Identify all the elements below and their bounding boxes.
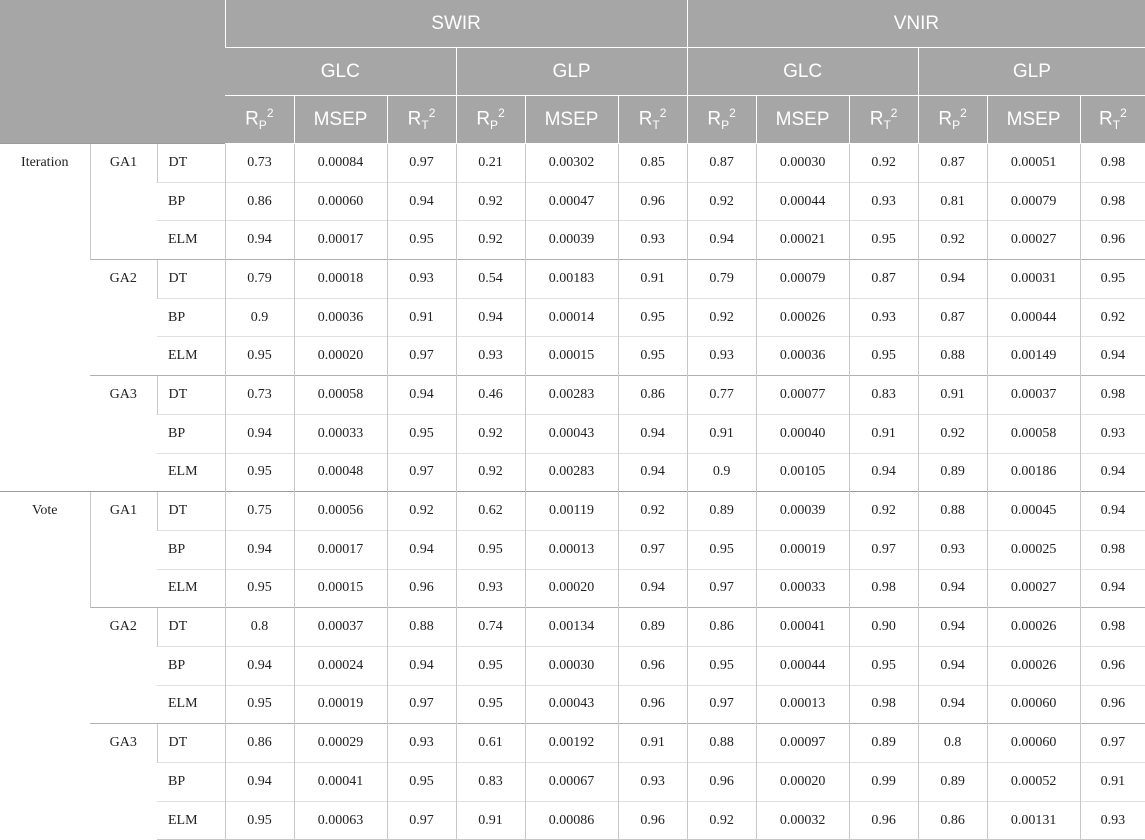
value-cell: 0.00017 [294, 221, 387, 260]
value-cell: 0.96 [618, 646, 687, 685]
value-cell: 0.94 [849, 453, 918, 492]
group-label: GA2 [90, 260, 157, 376]
value-cell: 0.93 [618, 221, 687, 260]
value-cell: 0.87 [918, 298, 987, 337]
value-cell: 0.00067 [525, 763, 618, 802]
value-cell: 0.89 [918, 763, 987, 802]
value-cell: 0.95 [387, 763, 456, 802]
value-cell: 0.00060 [294, 182, 387, 221]
value-cell: 0.95 [618, 337, 687, 376]
value-cell: 0.00024 [294, 646, 387, 685]
method-label: ELM [157, 685, 225, 724]
value-cell: 0.87 [849, 260, 918, 299]
value-cell: 0.98 [1080, 182, 1145, 221]
table-row [0, 144, 1145, 183]
value-cell: 0.95 [849, 646, 918, 685]
metric-header: $R_T^2$ [387, 96, 456, 144]
value-cell: 0.92 [849, 492, 918, 531]
table-body [0, 144, 1145, 840]
section-label: Iteration [0, 144, 90, 492]
value-cell: 0.00033 [294, 414, 387, 453]
table-row [0, 685, 1145, 724]
value-cell: 0.79 [225, 260, 294, 299]
value-cell: 0.54 [456, 260, 525, 299]
value-cell: 0.00063 [294, 801, 387, 840]
value-cell: 0.00036 [756, 337, 849, 376]
value-cell: 0.73 [225, 376, 294, 415]
value-cell: 0.00183 [525, 260, 618, 299]
value-cell: 0.00048 [294, 453, 387, 492]
value-cell: 0.86 [225, 182, 294, 221]
value-cell: 0.92 [387, 492, 456, 531]
value-cell: 0.00044 [756, 646, 849, 685]
value-cell: 0.98 [849, 569, 918, 608]
value-cell: 0.93 [918, 530, 987, 569]
value-cell: 0.93 [849, 298, 918, 337]
value-cell: 0.95 [1080, 260, 1145, 299]
value-cell: 0.74 [456, 608, 525, 647]
table-row [0, 530, 1145, 569]
value-cell: 0.00060 [987, 724, 1080, 763]
value-cell: 0.00037 [987, 376, 1080, 415]
value-cell: 0.98 [1080, 376, 1145, 415]
value-cell: 0.97 [387, 144, 456, 183]
value-cell: 0.94 [918, 646, 987, 685]
value-cell: 0.97 [387, 453, 456, 492]
value-cell: 0.93 [618, 763, 687, 802]
value-cell: 0.97 [387, 337, 456, 376]
group-label: GA1 [90, 144, 157, 260]
method-label: BP [157, 182, 225, 221]
value-cell: 0.86 [918, 801, 987, 840]
method-label: ELM [157, 337, 225, 376]
band-header-swir: SWIR [225, 0, 687, 48]
metric-header: $R_P^2$ [687, 96, 756, 144]
table-row [0, 724, 1145, 763]
value-cell: 0.95 [687, 530, 756, 569]
value-cell: 0.00077 [756, 376, 849, 415]
group-label: GA1 [90, 492, 157, 608]
value-cell: 0.89 [618, 608, 687, 647]
value-cell: 0.94 [225, 763, 294, 802]
table-row [0, 376, 1145, 415]
metric-header: $R_T^2$ [1080, 96, 1145, 144]
method-label: BP [157, 298, 225, 337]
value-cell: 0.9 [687, 453, 756, 492]
value-cell: 0.94 [918, 569, 987, 608]
value-cell: 0.85 [618, 144, 687, 183]
value-cell: 0.95 [387, 221, 456, 260]
value-cell: 0.00047 [525, 182, 618, 221]
table-row [0, 453, 1145, 492]
value-cell: 0.79 [687, 260, 756, 299]
method-label: DT [157, 376, 225, 415]
group-label: GA3 [90, 724, 157, 840]
value-cell: 0.00084 [294, 144, 387, 183]
value-cell: 0.94 [387, 646, 456, 685]
value-cell: 0.00015 [525, 337, 618, 376]
value-cell: 0.00051 [987, 144, 1080, 183]
value-cell: 0.95 [849, 337, 918, 376]
value-cell: 0.77 [687, 376, 756, 415]
value-cell: 0.00025 [987, 530, 1080, 569]
value-cell: 0.00020 [294, 337, 387, 376]
value-cell: 0.86 [225, 724, 294, 763]
method-label: DT [157, 492, 225, 531]
value-cell: 0.92 [687, 801, 756, 840]
value-cell: 0.00119 [525, 492, 618, 531]
value-cell: 0.95 [225, 569, 294, 608]
method-label: ELM [157, 453, 225, 492]
value-cell: 0.00186 [987, 453, 1080, 492]
value-cell: 0.88 [918, 337, 987, 376]
value-cell: 0.91 [849, 414, 918, 453]
value-cell: 0.93 [1080, 414, 1145, 453]
value-cell: 0.00105 [756, 453, 849, 492]
table-row [0, 337, 1145, 376]
value-cell: 0.97 [1080, 724, 1145, 763]
value-cell: 0.92 [456, 221, 525, 260]
value-cell: 0.94 [618, 414, 687, 453]
method-label: BP [157, 414, 225, 453]
method-label: DT [157, 144, 225, 183]
value-cell: 0.95 [456, 685, 525, 724]
value-cell: 0.00039 [525, 221, 618, 260]
table-row [0, 763, 1145, 802]
value-cell: 0.91 [618, 724, 687, 763]
value-cell: 0.00018 [294, 260, 387, 299]
value-cell: 0.97 [687, 569, 756, 608]
value-cell: 0.94 [1080, 492, 1145, 531]
value-cell: 0.00058 [987, 414, 1080, 453]
value-cell: 0.62 [456, 492, 525, 531]
value-cell: 0.00026 [756, 298, 849, 337]
value-cell: 0.00030 [525, 646, 618, 685]
value-cell: 0.00283 [525, 453, 618, 492]
value-cell: 0.89 [918, 453, 987, 492]
value-cell: 0.91 [918, 376, 987, 415]
metric-header: MSEP [987, 96, 1080, 144]
value-cell: 0.96 [1080, 221, 1145, 260]
value-cell: 0.88 [918, 492, 987, 531]
value-cell: 0.00052 [987, 763, 1080, 802]
value-cell: 0.95 [225, 453, 294, 492]
value-cell: 0.96 [849, 801, 918, 840]
value-cell: 0.00044 [756, 182, 849, 221]
target-header-swir-glp: GLP [456, 48, 687, 96]
value-cell: 0.88 [687, 724, 756, 763]
metric-header: MSEP [756, 96, 849, 144]
value-cell: 0.8 [918, 724, 987, 763]
value-cell: 0.94 [456, 298, 525, 337]
value-cell: 0.93 [687, 337, 756, 376]
table-row [0, 608, 1145, 647]
value-cell: 0.00043 [525, 685, 618, 724]
value-cell: 0.00045 [987, 492, 1080, 531]
value-cell: 0.83 [456, 763, 525, 802]
value-cell: 0.46 [456, 376, 525, 415]
value-cell: 0.91 [456, 801, 525, 840]
value-cell: 0.94 [225, 414, 294, 453]
value-cell: 0.95 [687, 646, 756, 685]
value-cell: 0.00032 [756, 801, 849, 840]
value-cell: 0.00014 [525, 298, 618, 337]
value-cell: 0.00149 [987, 337, 1080, 376]
value-cell: 0.99 [849, 763, 918, 802]
value-cell: 0.21 [456, 144, 525, 183]
section-label: Vote [0, 492, 90, 840]
value-cell: 0.94 [387, 376, 456, 415]
value-cell: 0.94 [1080, 453, 1145, 492]
value-cell: 0.95 [849, 221, 918, 260]
value-cell: 0.90 [849, 608, 918, 647]
value-cell: 0.97 [687, 685, 756, 724]
value-cell: 0.94 [387, 530, 456, 569]
value-cell: 0.00044 [987, 298, 1080, 337]
value-cell: 0.94 [225, 221, 294, 260]
value-cell: 0.00027 [987, 569, 1080, 608]
metric-header: $R_T^2$ [618, 96, 687, 144]
value-cell: 0.92 [456, 182, 525, 221]
value-cell: 0.91 [618, 260, 687, 299]
value-cell: 0.91 [687, 414, 756, 453]
value-cell: 0.87 [918, 144, 987, 183]
value-cell: 0.95 [225, 685, 294, 724]
value-cell: 0.00058 [294, 376, 387, 415]
group-label: GA3 [90, 376, 157, 492]
value-cell: 0.00019 [294, 685, 387, 724]
value-cell: 0.95 [225, 337, 294, 376]
value-cell: 0.00040 [756, 414, 849, 453]
value-cell: 0.98 [1080, 144, 1145, 183]
metric-header: $R_P^2$ [456, 96, 525, 144]
value-cell: 0.00027 [987, 221, 1080, 260]
target-header-vnir-glp: GLP [918, 48, 1145, 96]
value-cell: 0.00302 [525, 144, 618, 183]
value-cell: 0.86 [687, 608, 756, 647]
value-cell: 0.92 [918, 414, 987, 453]
value-cell: 0.00039 [756, 492, 849, 531]
metric-header: MSEP [525, 96, 618, 144]
value-cell: 0.00086 [525, 801, 618, 840]
value-cell: 0.81 [918, 182, 987, 221]
method-label: DT [157, 260, 225, 299]
group-label: GA2 [90, 608, 157, 724]
value-cell: 0.73 [225, 144, 294, 183]
value-cell: 0.00037 [294, 608, 387, 647]
table-row [0, 492, 1145, 531]
value-cell: 0.96 [618, 685, 687, 724]
value-cell: 0.94 [1080, 337, 1145, 376]
table-row [0, 569, 1145, 608]
method-label: DT [157, 608, 225, 647]
value-cell: 0.00013 [756, 685, 849, 724]
value-cell: 0.00020 [756, 763, 849, 802]
value-cell: 0.94 [918, 685, 987, 724]
value-cell: 0.8 [225, 608, 294, 647]
metric-header: $R_P^2$ [918, 96, 987, 144]
value-cell: 0.93 [387, 724, 456, 763]
value-cell: 0.88 [387, 608, 456, 647]
value-cell: 0.92 [849, 144, 918, 183]
value-cell: 0.9 [225, 298, 294, 337]
value-cell: 0.61 [456, 724, 525, 763]
value-cell: 0.94 [618, 569, 687, 608]
value-cell: 0.00131 [987, 801, 1080, 840]
value-cell: 0.00041 [294, 763, 387, 802]
value-cell: 0.97 [849, 530, 918, 569]
value-cell: 0.95 [225, 801, 294, 840]
value-cell: 0.00036 [294, 298, 387, 337]
value-cell: 0.00192 [525, 724, 618, 763]
value-cell: 0.92 [618, 492, 687, 531]
value-cell: 0.87 [687, 144, 756, 183]
value-cell: 0.00017 [294, 530, 387, 569]
value-cell: 0.94 [225, 530, 294, 569]
target-header-swir-glc: GLC [225, 48, 456, 96]
value-cell: 0.00056 [294, 492, 387, 531]
value-cell: 0.91 [387, 298, 456, 337]
value-cell: 0.92 [687, 182, 756, 221]
value-cell: 0.00030 [756, 144, 849, 183]
method-label: ELM [157, 221, 225, 260]
value-cell: 0.00029 [294, 724, 387, 763]
value-cell: 0.93 [387, 260, 456, 299]
table-row [0, 801, 1145, 840]
value-cell: 0.00079 [987, 182, 1080, 221]
value-cell: 0.92 [1080, 298, 1145, 337]
value-cell: 0.00060 [987, 685, 1080, 724]
value-cell: 0.96 [387, 569, 456, 608]
value-cell: 0.98 [1080, 608, 1145, 647]
value-cell: 0.94 [618, 453, 687, 492]
table-row [0, 414, 1145, 453]
method-label: DT [157, 724, 225, 763]
value-cell: 0.94 [387, 182, 456, 221]
table-row [0, 221, 1145, 260]
value-cell: 0.96 [1080, 646, 1145, 685]
value-cell: 0.92 [687, 298, 756, 337]
value-cell: 0.00033 [756, 569, 849, 608]
value-cell: 0.75 [225, 492, 294, 531]
value-cell: 0.00019 [756, 530, 849, 569]
value-cell: 0.96 [1080, 685, 1145, 724]
value-cell: 0.98 [849, 685, 918, 724]
value-cell: 0.00013 [525, 530, 618, 569]
value-cell: 0.97 [618, 530, 687, 569]
metric-header: $R_P^2$ [225, 96, 294, 144]
method-label: BP [157, 530, 225, 569]
value-cell: 0.93 [849, 182, 918, 221]
value-cell: 0.96 [618, 182, 687, 221]
value-cell: 0.94 [225, 646, 294, 685]
method-label: BP [157, 763, 225, 802]
value-cell: 0.86 [618, 376, 687, 415]
value-cell: 0.00031 [987, 260, 1080, 299]
value-cell: 0.89 [687, 492, 756, 531]
header-corner [0, 0, 225, 144]
table-row [0, 182, 1145, 221]
value-cell: 0.92 [918, 221, 987, 260]
value-cell: 0.00026 [987, 608, 1080, 647]
value-cell: 0.96 [687, 763, 756, 802]
method-label: ELM [157, 569, 225, 608]
value-cell: 0.95 [387, 414, 456, 453]
value-cell: 0.93 [456, 569, 525, 608]
value-cell: 0.00043 [525, 414, 618, 453]
value-cell: 0.00097 [756, 724, 849, 763]
value-cell: 0.97 [387, 685, 456, 724]
value-cell: 0.00283 [525, 376, 618, 415]
value-cell: 0.94 [918, 608, 987, 647]
target-header-vnir-glc: GLC [687, 48, 918, 96]
value-cell: 0.95 [456, 646, 525, 685]
value-cell: 0.83 [849, 376, 918, 415]
value-cell: 0.95 [456, 530, 525, 569]
value-cell: 0.94 [687, 221, 756, 260]
value-cell: 0.98 [1080, 530, 1145, 569]
value-cell: 0.94 [918, 260, 987, 299]
value-cell: 0.00015 [294, 569, 387, 608]
table-header [0, 0, 1145, 144]
value-cell: 0.00041 [756, 608, 849, 647]
value-cell: 0.91 [1080, 763, 1145, 802]
value-cell: 0.00020 [525, 569, 618, 608]
value-cell: 0.94 [1080, 569, 1145, 608]
value-cell: 0.97 [387, 801, 456, 840]
value-cell: 0.00021 [756, 221, 849, 260]
metric-header: $R_T^2$ [849, 96, 918, 144]
value-cell: 0.00079 [756, 260, 849, 299]
table-row [0, 260, 1145, 299]
method-label: ELM [157, 801, 225, 840]
value-cell: 0.93 [1080, 801, 1145, 840]
band-header-vnir: VNIR [687, 0, 1145, 48]
value-cell: 0.96 [618, 801, 687, 840]
table-row [0, 298, 1145, 337]
metric-header: MSEP [294, 96, 387, 144]
method-label: BP [157, 646, 225, 685]
value-cell: 0.95 [618, 298, 687, 337]
value-cell: 0.00134 [525, 608, 618, 647]
value-cell: 0.93 [456, 337, 525, 376]
value-cell: 0.92 [456, 453, 525, 492]
value-cell: 0.00026 [987, 646, 1080, 685]
table-row [0, 646, 1145, 685]
value-cell: 0.89 [849, 724, 918, 763]
value-cell: 0.92 [456, 414, 525, 453]
